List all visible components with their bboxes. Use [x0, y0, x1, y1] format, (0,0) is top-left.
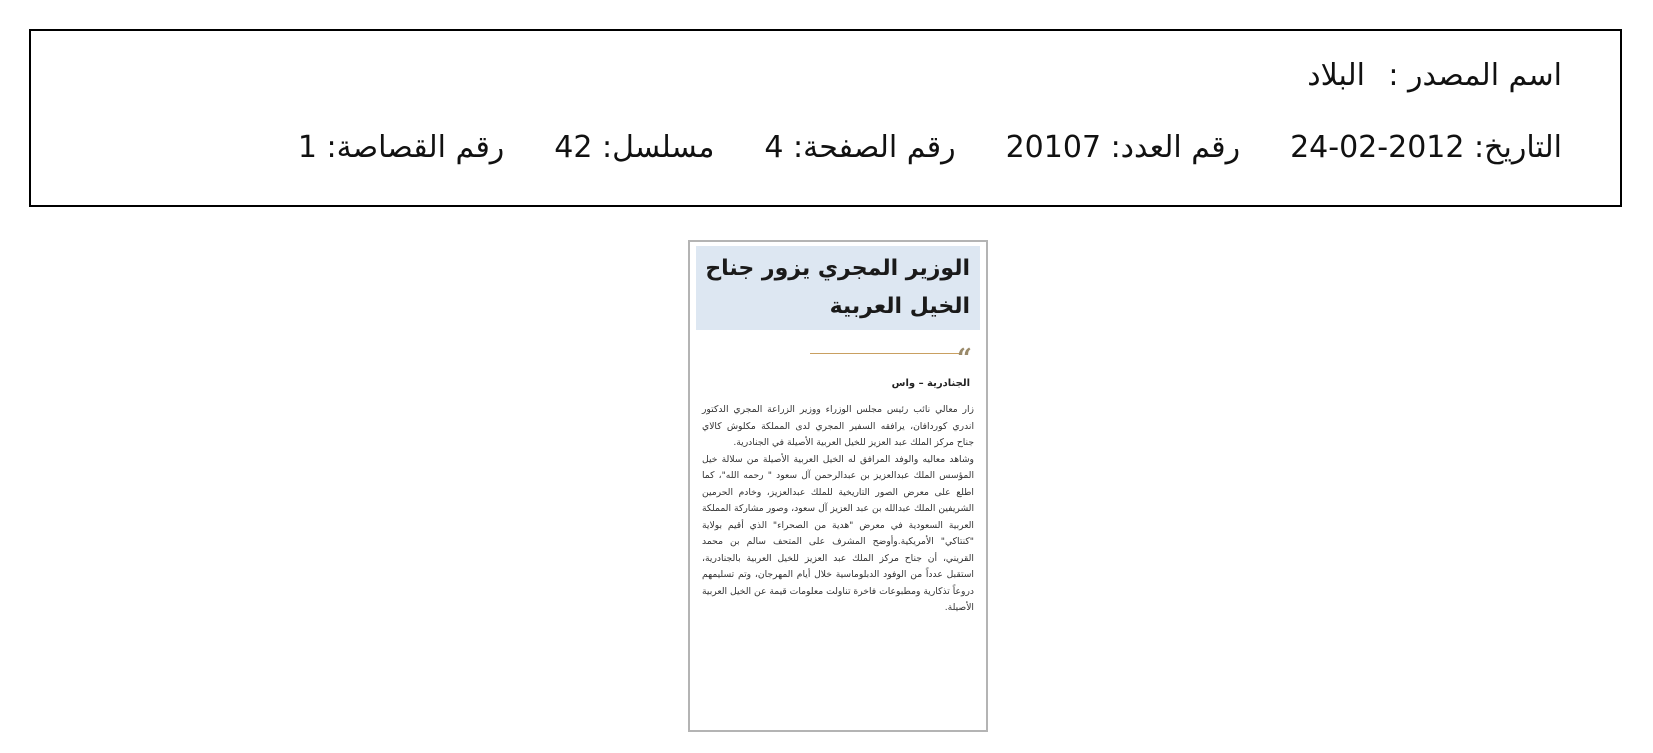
date-value: 2012-02-24	[1290, 130, 1465, 165]
serial-field	[554, 130, 715, 165]
issue-field	[1005, 130, 1241, 165]
source-label: اسم المصدر :	[1388, 58, 1562, 93]
article-headline: الوزير المجري يزور جناح الخيل العربية	[696, 246, 980, 330]
serial-value: 42	[554, 130, 593, 165]
newspaper-clipping	[688, 240, 988, 732]
issue-value: 20107	[1005, 130, 1102, 165]
source-row	[1307, 58, 1562, 93]
article-paragraph-1: زار معالي نائب رئيس مجلس الوزراء ووزير الزراعة المجري الدكتور اندري كوردافان، يرافقه السفير المجري لدى المملكة مكلوش كالاي جناح مركز الملك عبد العزيز للخيل العربية الأصيلة في الجنادرية.	[702, 404, 974, 448]
date-field	[1290, 130, 1562, 165]
quote-divider	[810, 353, 962, 354]
quote-mark-icon: “	[957, 344, 972, 374]
date-label: التاريخ:	[1474, 130, 1562, 165]
clip-label: رقم القصاصة:	[326, 130, 505, 165]
page-value: 4	[764, 130, 784, 165]
metadata-row	[297, 130, 1562, 165]
article-body	[702, 402, 974, 617]
article-paragraph-2: وشاهد معاليه والوفد المرافق له الخيل العربية الأصيلة من سلالة خيل المؤسس الملك عبدالعزيز بن عبدالرحمن آل سعود " رحمه الله"، كما اطلع على معرض الصور التاريخية للملك عبدالعزيز، وخادم الحرمين الشريفين الملك عبدالله بن عبد العزيز آل سعود، وصور مشاركة المملكة العربية السعودية في معرض "هدية من الصحراء" الذي أقيم بولاية "كنتاكي" الأمريكية.وأوضح المشرف على المتحف سالم بن محمد القريني، أن جناح مركز الملك عبد العزيز للخيل العربية بالجنادرية، استقبل عدداً من الوفود الدبلوماسية خلال أيام المهرجان، وتم تسليمهم دروعاً تذكارية ومطبوعات فاخرة تناولت معلومات قيمة عن الخيل العربية الأصيلة.	[702, 453, 974, 613]
source-value: البلاد	[1307, 58, 1365, 93]
issue-label: رقم العدد:	[1110, 130, 1241, 165]
page-label: رقم الصفحة:	[793, 130, 956, 165]
page-field	[764, 130, 956, 165]
source-info-box	[29, 29, 1622, 207]
clip-value: 1	[297, 130, 317, 165]
serial-label: مسلسل:	[602, 130, 715, 165]
article-dateline: الجنادرية – واس	[891, 378, 970, 389]
clip-field	[297, 130, 505, 165]
